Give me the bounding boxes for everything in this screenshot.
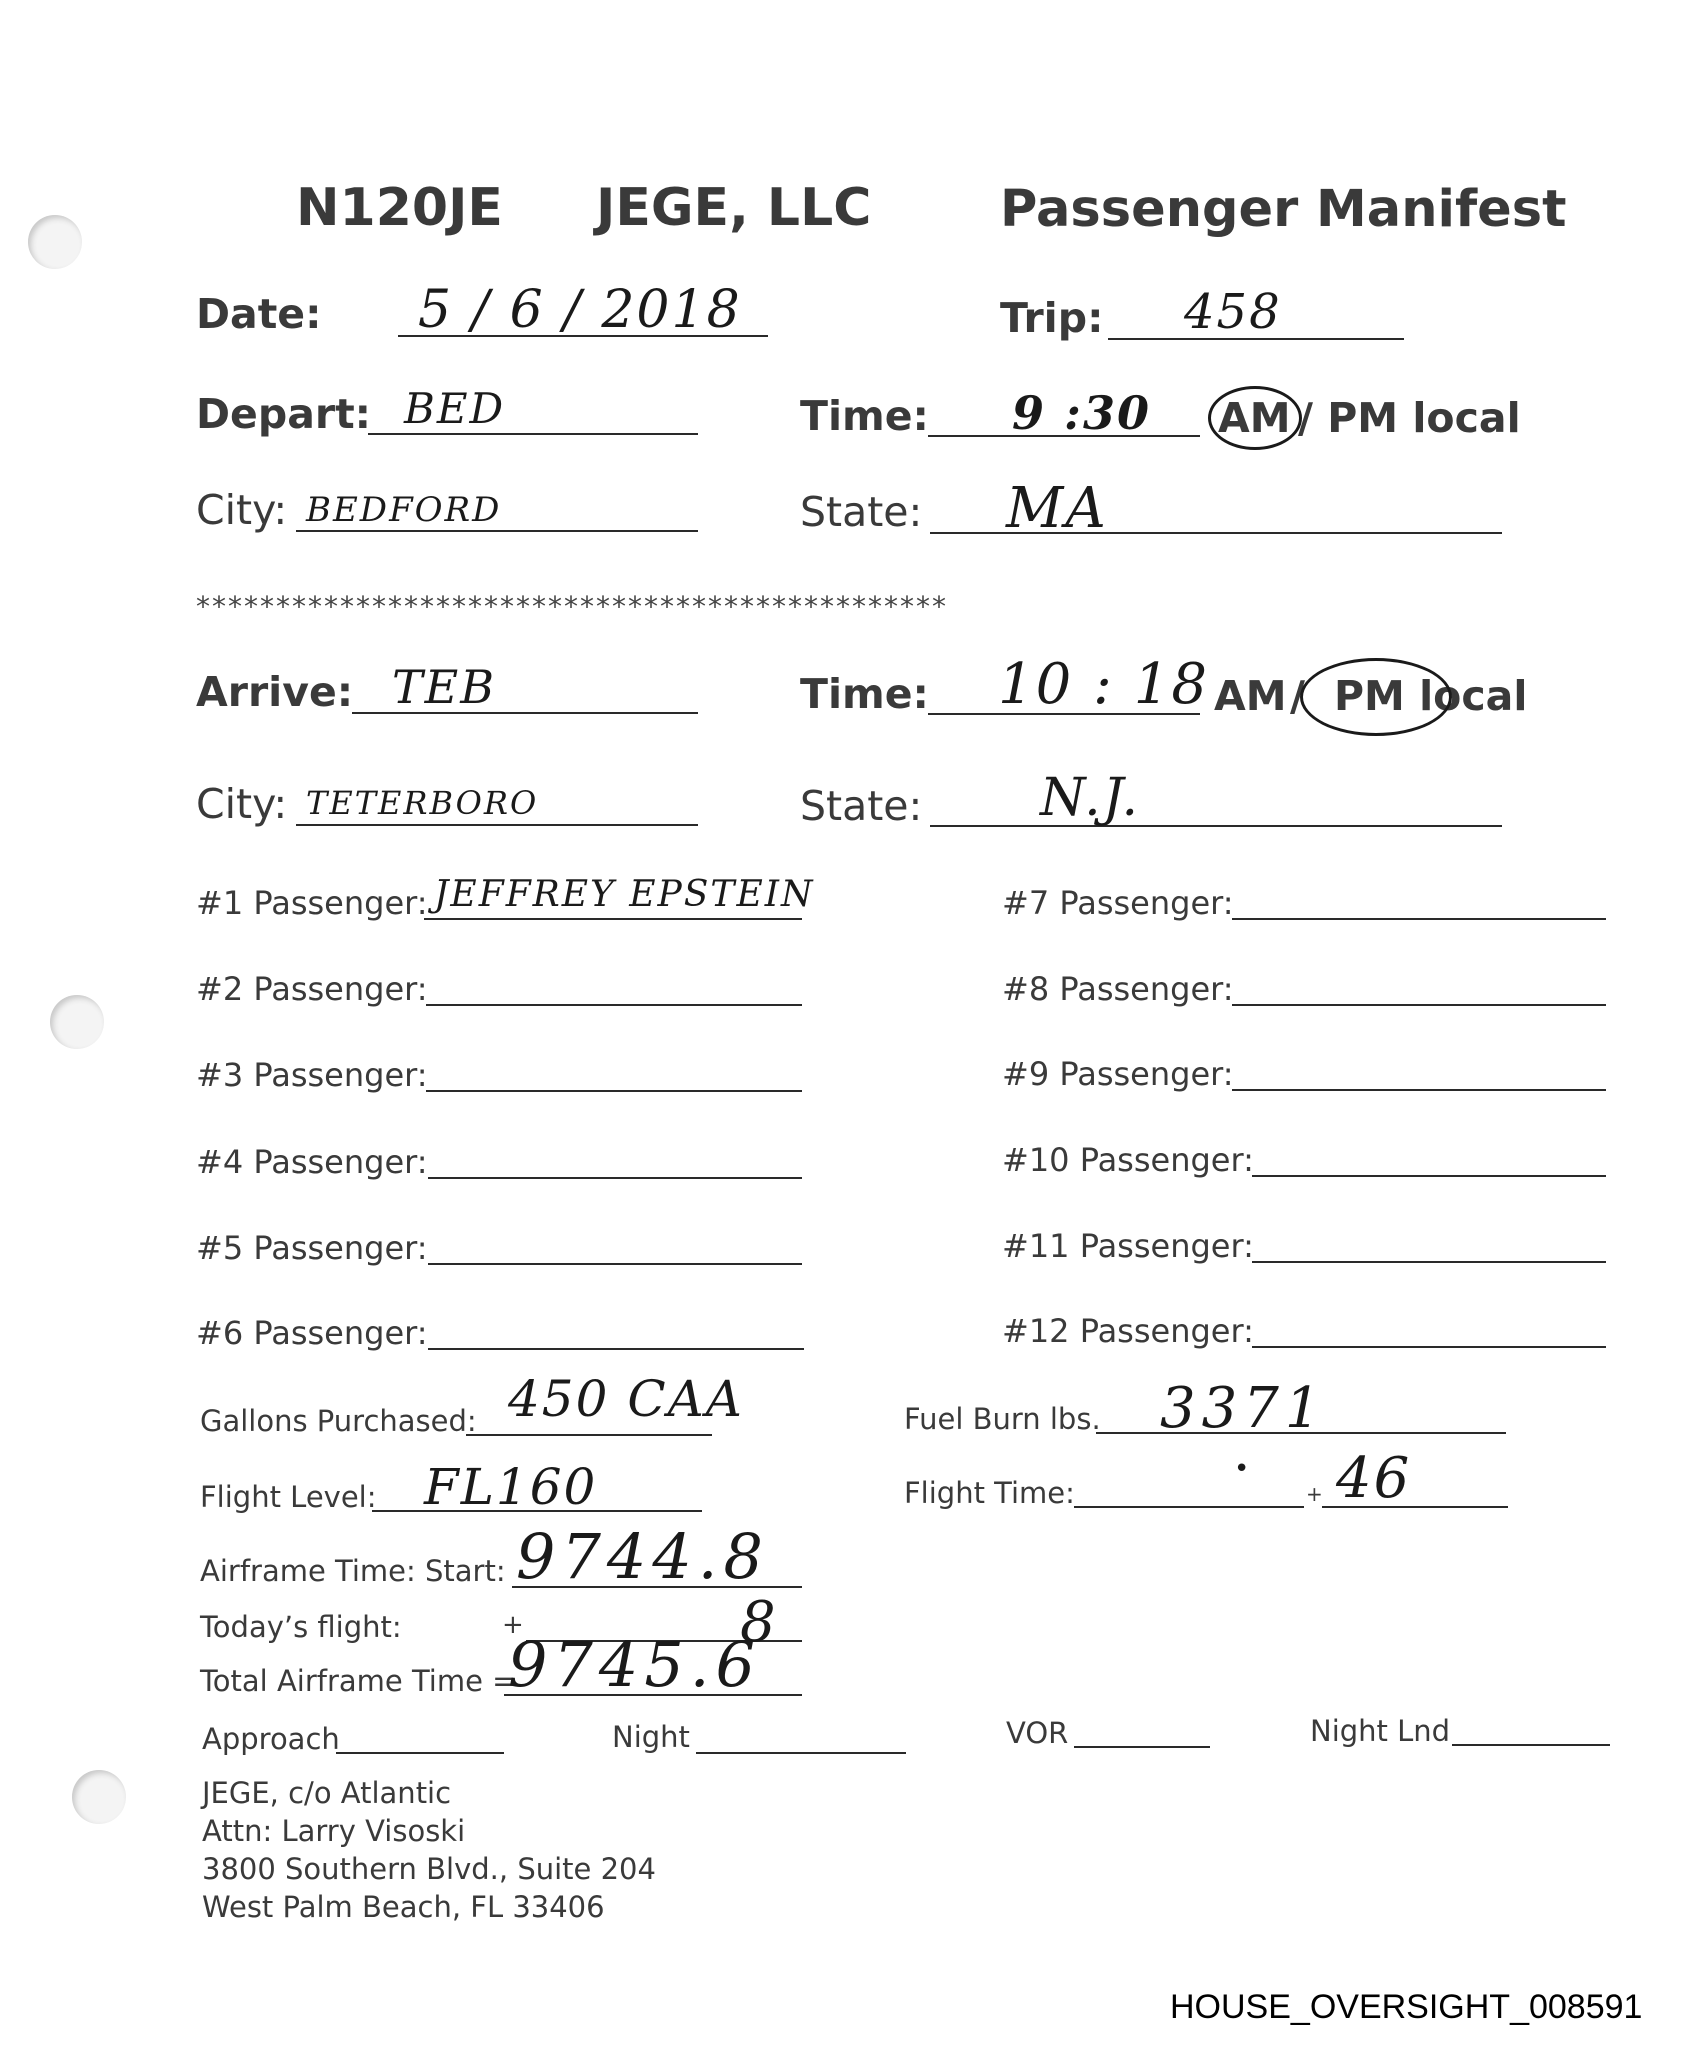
- passenger-5-label: #5 Passenger:: [196, 1229, 428, 1267]
- depart-line: [368, 433, 698, 435]
- binder-hole-top: [28, 215, 82, 269]
- depart-pm-local: / PM local: [1298, 394, 1521, 442]
- arrive-city-label: City:: [196, 780, 288, 828]
- trip-value[interactable]: 458: [1184, 284, 1282, 340]
- passenger-11-label: #11 Passenger:: [1002, 1227, 1254, 1265]
- arrive-pm-local: PM local: [1334, 672, 1528, 720]
- passenger-10-label: #10 Passenger:: [1002, 1141, 1254, 1179]
- depart-am-circle: [1208, 386, 1302, 450]
- depart-am: AM: [1218, 394, 1291, 442]
- binder-hole-middle: [50, 995, 104, 1049]
- arrive-label: Arrive:: [196, 668, 354, 716]
- flight-time-line-hours: [1074, 1506, 1304, 1508]
- arrive-time-label: Time:: [800, 670, 929, 718]
- vor-line[interactable]: [1074, 1746, 1210, 1748]
- depart-city-line: [296, 530, 698, 532]
- gallons-value[interactable]: 450 CAA: [508, 1370, 744, 1428]
- todays-flight-label: Today’s flight:: [200, 1610, 402, 1644]
- depart-city-label: City:: [196, 486, 288, 534]
- arrive-slash: /: [1290, 672, 1305, 720]
- arrive-city-line: [296, 824, 698, 826]
- flight-time-label: Flight Time:: [904, 1476, 1075, 1510]
- flight-time-dot: •: [1234, 1454, 1250, 1484]
- total-airframe-value[interactable]: 9745.6: [508, 1628, 761, 1701]
- company-name: JEGE, LLC: [596, 178, 872, 238]
- passenger-9-line[interactable]: [1232, 1089, 1606, 1091]
- depart-time-label: Time:: [800, 392, 929, 440]
- passenger-3-label: #3 Passenger:: [196, 1056, 428, 1094]
- trip-label: Trip:: [1000, 294, 1104, 342]
- night-lnd-label: Night Lnd: [1310, 1714, 1451, 1748]
- passenger-3-line[interactable]: [426, 1090, 802, 1092]
- flight-level-value[interactable]: FL160: [424, 1458, 598, 1516]
- approach-label: Approach: [202, 1722, 340, 1756]
- passenger-6-line[interactable]: [428, 1348, 804, 1350]
- form-title: Passenger Manifest: [1000, 180, 1567, 239]
- passenger-1-value[interactable]: JEFFREY EPSTEIN: [434, 874, 815, 915]
- arrive-pm-circle: [1300, 658, 1452, 736]
- arrive-state-value[interactable]: N.J.: [1040, 768, 1141, 828]
- passenger-12-label: #12 Passenger:: [1002, 1312, 1254, 1350]
- passenger-12-line[interactable]: [1252, 1346, 1606, 1348]
- depart-time-value[interactable]: 9 :30: [1012, 386, 1152, 440]
- fuel-burn-value[interactable]: 3371: [1160, 1376, 1327, 1441]
- night-label: Night: [612, 1720, 690, 1754]
- total-airframe-label: Total Airframe Time =: [200, 1664, 517, 1698]
- arrive-value[interactable]: TEB: [392, 660, 497, 714]
- todays-flight-plus: +: [502, 1610, 524, 1640]
- flight-time-value[interactable]: 46: [1336, 1446, 1412, 1511]
- approach-line[interactable]: [336, 1752, 504, 1754]
- arrive-time-value[interactable]: 10 : 18: [998, 652, 1209, 717]
- airframe-start-value[interactable]: 9744.8: [516, 1520, 769, 1593]
- passenger-4-label: #4 Passenger:: [196, 1143, 428, 1181]
- address-line-3: 3800 Southern Blvd., Suite 204: [202, 1852, 656, 1886]
- todays-flight-value[interactable]: 8: [740, 1590, 778, 1655]
- depart-state-value[interactable]: MA: [1006, 476, 1108, 541]
- arrive-state-line: [930, 825, 1502, 827]
- tail-number: N120JE: [296, 178, 503, 238]
- depart-label: Depart:: [196, 390, 372, 438]
- passenger-1-label: #1 Passenger:: [196, 884, 428, 922]
- passenger-2-label: #2 Passenger:: [196, 970, 428, 1008]
- passenger-4-line[interactable]: [428, 1177, 802, 1179]
- fuel-burn-label: Fuel Burn lbs.: [904, 1402, 1101, 1436]
- depart-city-value[interactable]: BEDFORD: [306, 490, 502, 530]
- depart-value[interactable]: BED: [404, 384, 506, 433]
- arrive-am: AM: [1214, 672, 1287, 720]
- night-line[interactable]: [696, 1752, 906, 1754]
- address-line-4: West Palm Beach, FL 33406: [202, 1890, 605, 1924]
- passenger-2-line[interactable]: [426, 1004, 802, 1006]
- date-label: Date:: [196, 290, 322, 338]
- gallons-line: [466, 1434, 712, 1436]
- passenger-8-label: #8 Passenger:: [1002, 970, 1234, 1008]
- night-lnd-line[interactable]: [1452, 1744, 1610, 1746]
- binder-hole-bottom: [72, 1770, 126, 1824]
- address-line-2: Attn: Larry Visoski: [202, 1814, 466, 1848]
- passenger-9-label: #9 Passenger:: [1002, 1055, 1234, 1093]
- passenger-5-line[interactable]: [428, 1263, 802, 1265]
- separator: ***********************************************: [196, 590, 948, 623]
- bates-number: HOUSE_OVERSIGHT_008591: [1170, 1988, 1643, 2026]
- flight-level-label: Flight Level:: [200, 1480, 377, 1514]
- address-line-1: JEGE, c/o Atlantic: [202, 1776, 452, 1810]
- passenger-1-line: [424, 918, 802, 920]
- gallons-label: Gallons Purchased:: [200, 1404, 477, 1438]
- airframe-start-label: Airframe Time: Start:: [200, 1554, 506, 1588]
- passenger-6-label: #6 Passenger:: [196, 1314, 428, 1352]
- passenger-7-label: #7 Passenger:: [1002, 884, 1234, 922]
- flight-time-plus: +: [1306, 1482, 1323, 1506]
- passenger-11-line[interactable]: [1252, 1261, 1606, 1263]
- passenger-7-line[interactable]: [1232, 918, 1606, 920]
- arrive-city-value[interactable]: TETERBORO: [306, 784, 539, 822]
- passenger-10-line[interactable]: [1252, 1175, 1606, 1177]
- passenger-8-line[interactable]: [1232, 1004, 1606, 1006]
- depart-state-label: State:: [800, 488, 923, 536]
- date-value[interactable]: 5 / 6 / 2018: [418, 280, 742, 340]
- vor-label: VOR: [1006, 1716, 1069, 1750]
- arrive-state-label: State:: [800, 782, 923, 830]
